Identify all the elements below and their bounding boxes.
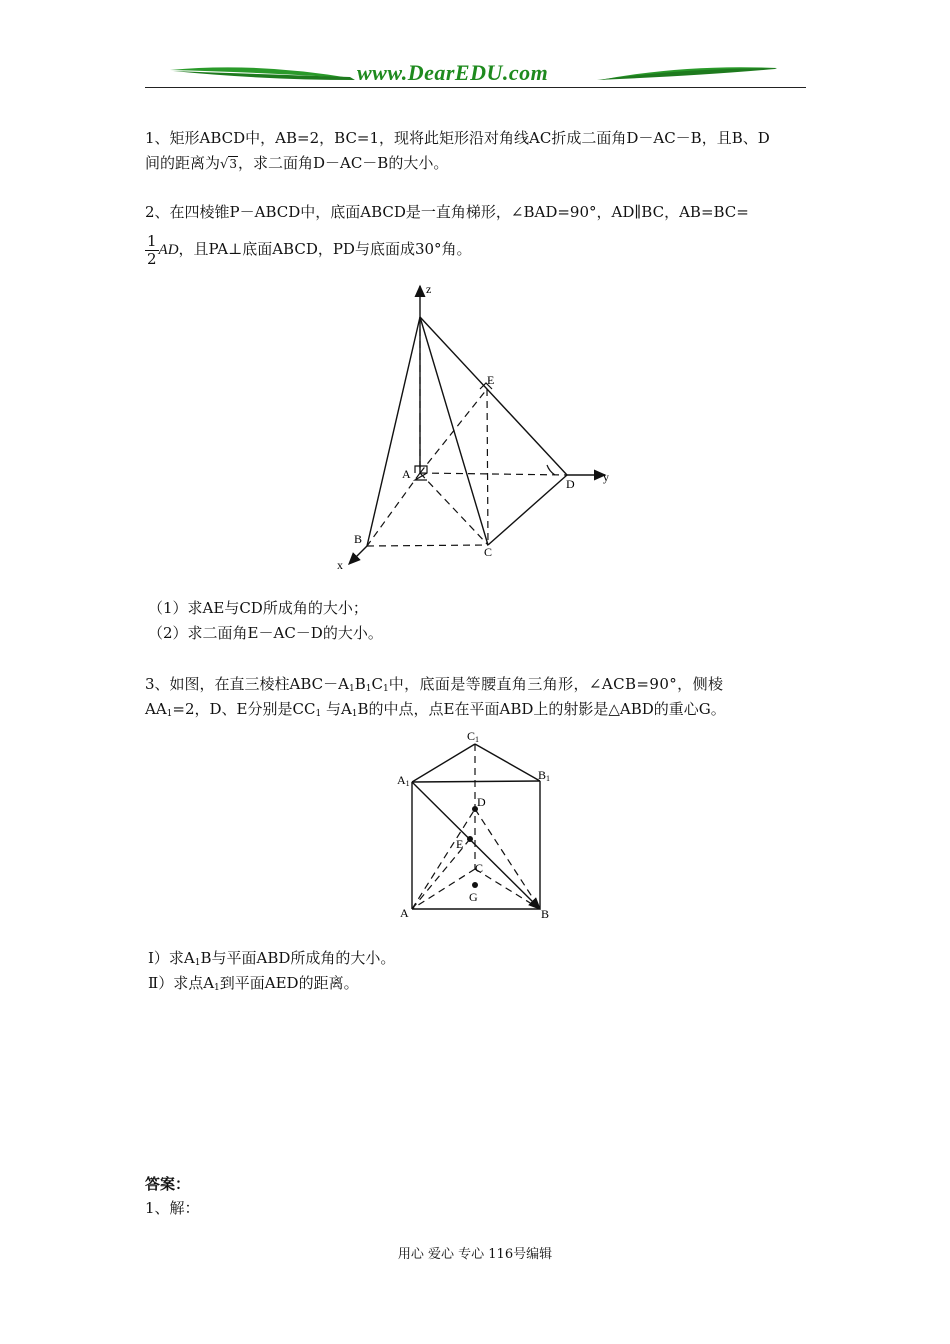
label-a1: A1 [397, 773, 410, 788]
pyramid-figure [335, 280, 625, 575]
label-c: C [475, 861, 484, 875]
q2-line2 [145, 231, 472, 268]
q3-sub1-b: B与平面ABD所成角的大小。 [200, 949, 396, 967]
label-d: D [477, 795, 486, 809]
q3-l1s2: 1 [365, 684, 372, 694]
q3-l2b: =2，D、E分别是CC [172, 700, 316, 718]
edge-c1b1 [475, 744, 540, 781]
point-g [472, 882, 478, 888]
q3-sub2 [148, 972, 359, 999]
q2-line1: 2、在四棱锥P－ABCD中，底面ABCD是一直角梯形，∠BAD=90°，AD∥BC，AB=BC= [145, 203, 749, 221]
q3-l1a: 3、如图，在直三棱柱ABC－A [145, 675, 349, 693]
q3-l2c: 与A [321, 700, 352, 718]
q3-sub2-s: 1 [214, 983, 220, 993]
q3-line2 [145, 698, 726, 725]
q3-sub1 [148, 947, 395, 974]
q3-l2s2: 1 [315, 709, 322, 719]
q1-line2-post: ，求二面角D－AC－B的大小。 [237, 154, 449, 172]
q2-sub1: （1）求AE与CD所成角的大小； [148, 599, 368, 617]
q3-l1s1: 1 [349, 684, 355, 694]
edge-bc [367, 545, 488, 546]
label-g: G [469, 890, 478, 904]
answer-line1: 1、解： [145, 1199, 200, 1217]
edge-pb [367, 317, 420, 546]
edge-a1c1 [412, 744, 475, 782]
edge-ae [420, 389, 487, 473]
q3-l1d: 中，底面是等腰直角三角形，∠ACB=90°，侧棱 [388, 675, 724, 693]
q2-line2-post: ，且PA⊥底面ABCD，PD与底面成30°角。 [178, 240, 472, 258]
prism-figure [392, 726, 572, 926]
q3-l2a: AA [145, 700, 167, 718]
edge-db [475, 809, 540, 909]
point-e [467, 836, 473, 842]
label-x: x [337, 558, 343, 572]
edge-ec [487, 389, 488, 545]
label-z: z [426, 282, 432, 296]
q3-l1s3: 1 [382, 684, 389, 694]
label-c: C [484, 545, 493, 559]
edge-ad [420, 473, 567, 475]
page-header [145, 58, 806, 90]
label-d: D [566, 477, 575, 491]
label-y: y [603, 470, 609, 484]
label-c1: C1 [467, 729, 480, 744]
edge-pd [420, 317, 567, 475]
q2-frac-num: 1 [147, 231, 157, 250]
q2-frac-var: AD [158, 242, 179, 258]
q3-l2s3: 1 [351, 709, 358, 719]
q3-l2d: B的中点，点E在平面ABD上的射影是△ABD的重心G。 [357, 700, 726, 718]
edge-ad [412, 809, 475, 909]
page-footer: 用心 爱心 专心 116号编辑 [397, 1247, 553, 1262]
q3-sub2-b: 到平面AED的距离。 [219, 974, 359, 992]
q3-l1b: B [354, 675, 366, 693]
q3-l2s1: 1 [166, 709, 173, 719]
answer-heading: 答案： [145, 1175, 191, 1193]
edge-cb [475, 869, 540, 909]
q3-sub1-a: Ⅰ）求A [148, 949, 195, 967]
label-a: A [400, 906, 409, 920]
edge-cd [488, 475, 567, 545]
q2-sub2: （2）求二面角E－AC－D的大小。 [148, 624, 383, 642]
q2-frac-den: 2 [147, 249, 157, 268]
label-e: E [456, 837, 464, 851]
q2-fraction [145, 233, 159, 268]
q3-l1c: C [371, 675, 383, 693]
header-rule [145, 87, 806, 88]
edge-a1b1 [412, 781, 540, 782]
label-b: B [541, 907, 550, 921]
q1-line2-pre: 间的距离为 [145, 154, 221, 172]
sqrt-symbol: √ [220, 157, 229, 172]
angle-arc-d [547, 465, 555, 475]
label-b1: B1 [538, 768, 551, 783]
logo-text: www.DearEDU.com [357, 60, 549, 85]
q3-sub2-a: Ⅱ）求点A [148, 974, 215, 992]
q1-line2 [145, 152, 448, 176]
q1-radicand: 3 [229, 157, 237, 171]
label-a: A [402, 467, 411, 481]
label-e: E [487, 373, 495, 387]
label-b: B [354, 532, 363, 546]
x-axis [349, 546, 367, 564]
edge-ca [412, 869, 475, 909]
q3-sub1-s: 1 [194, 958, 201, 968]
q1-line1: 1、矩形ABCD中，AB=2，BC=1，现将此矩形沿对角线AC折成二面角D－AC－B，且B、D [145, 129, 770, 147]
q3-line1 [145, 673, 723, 700]
